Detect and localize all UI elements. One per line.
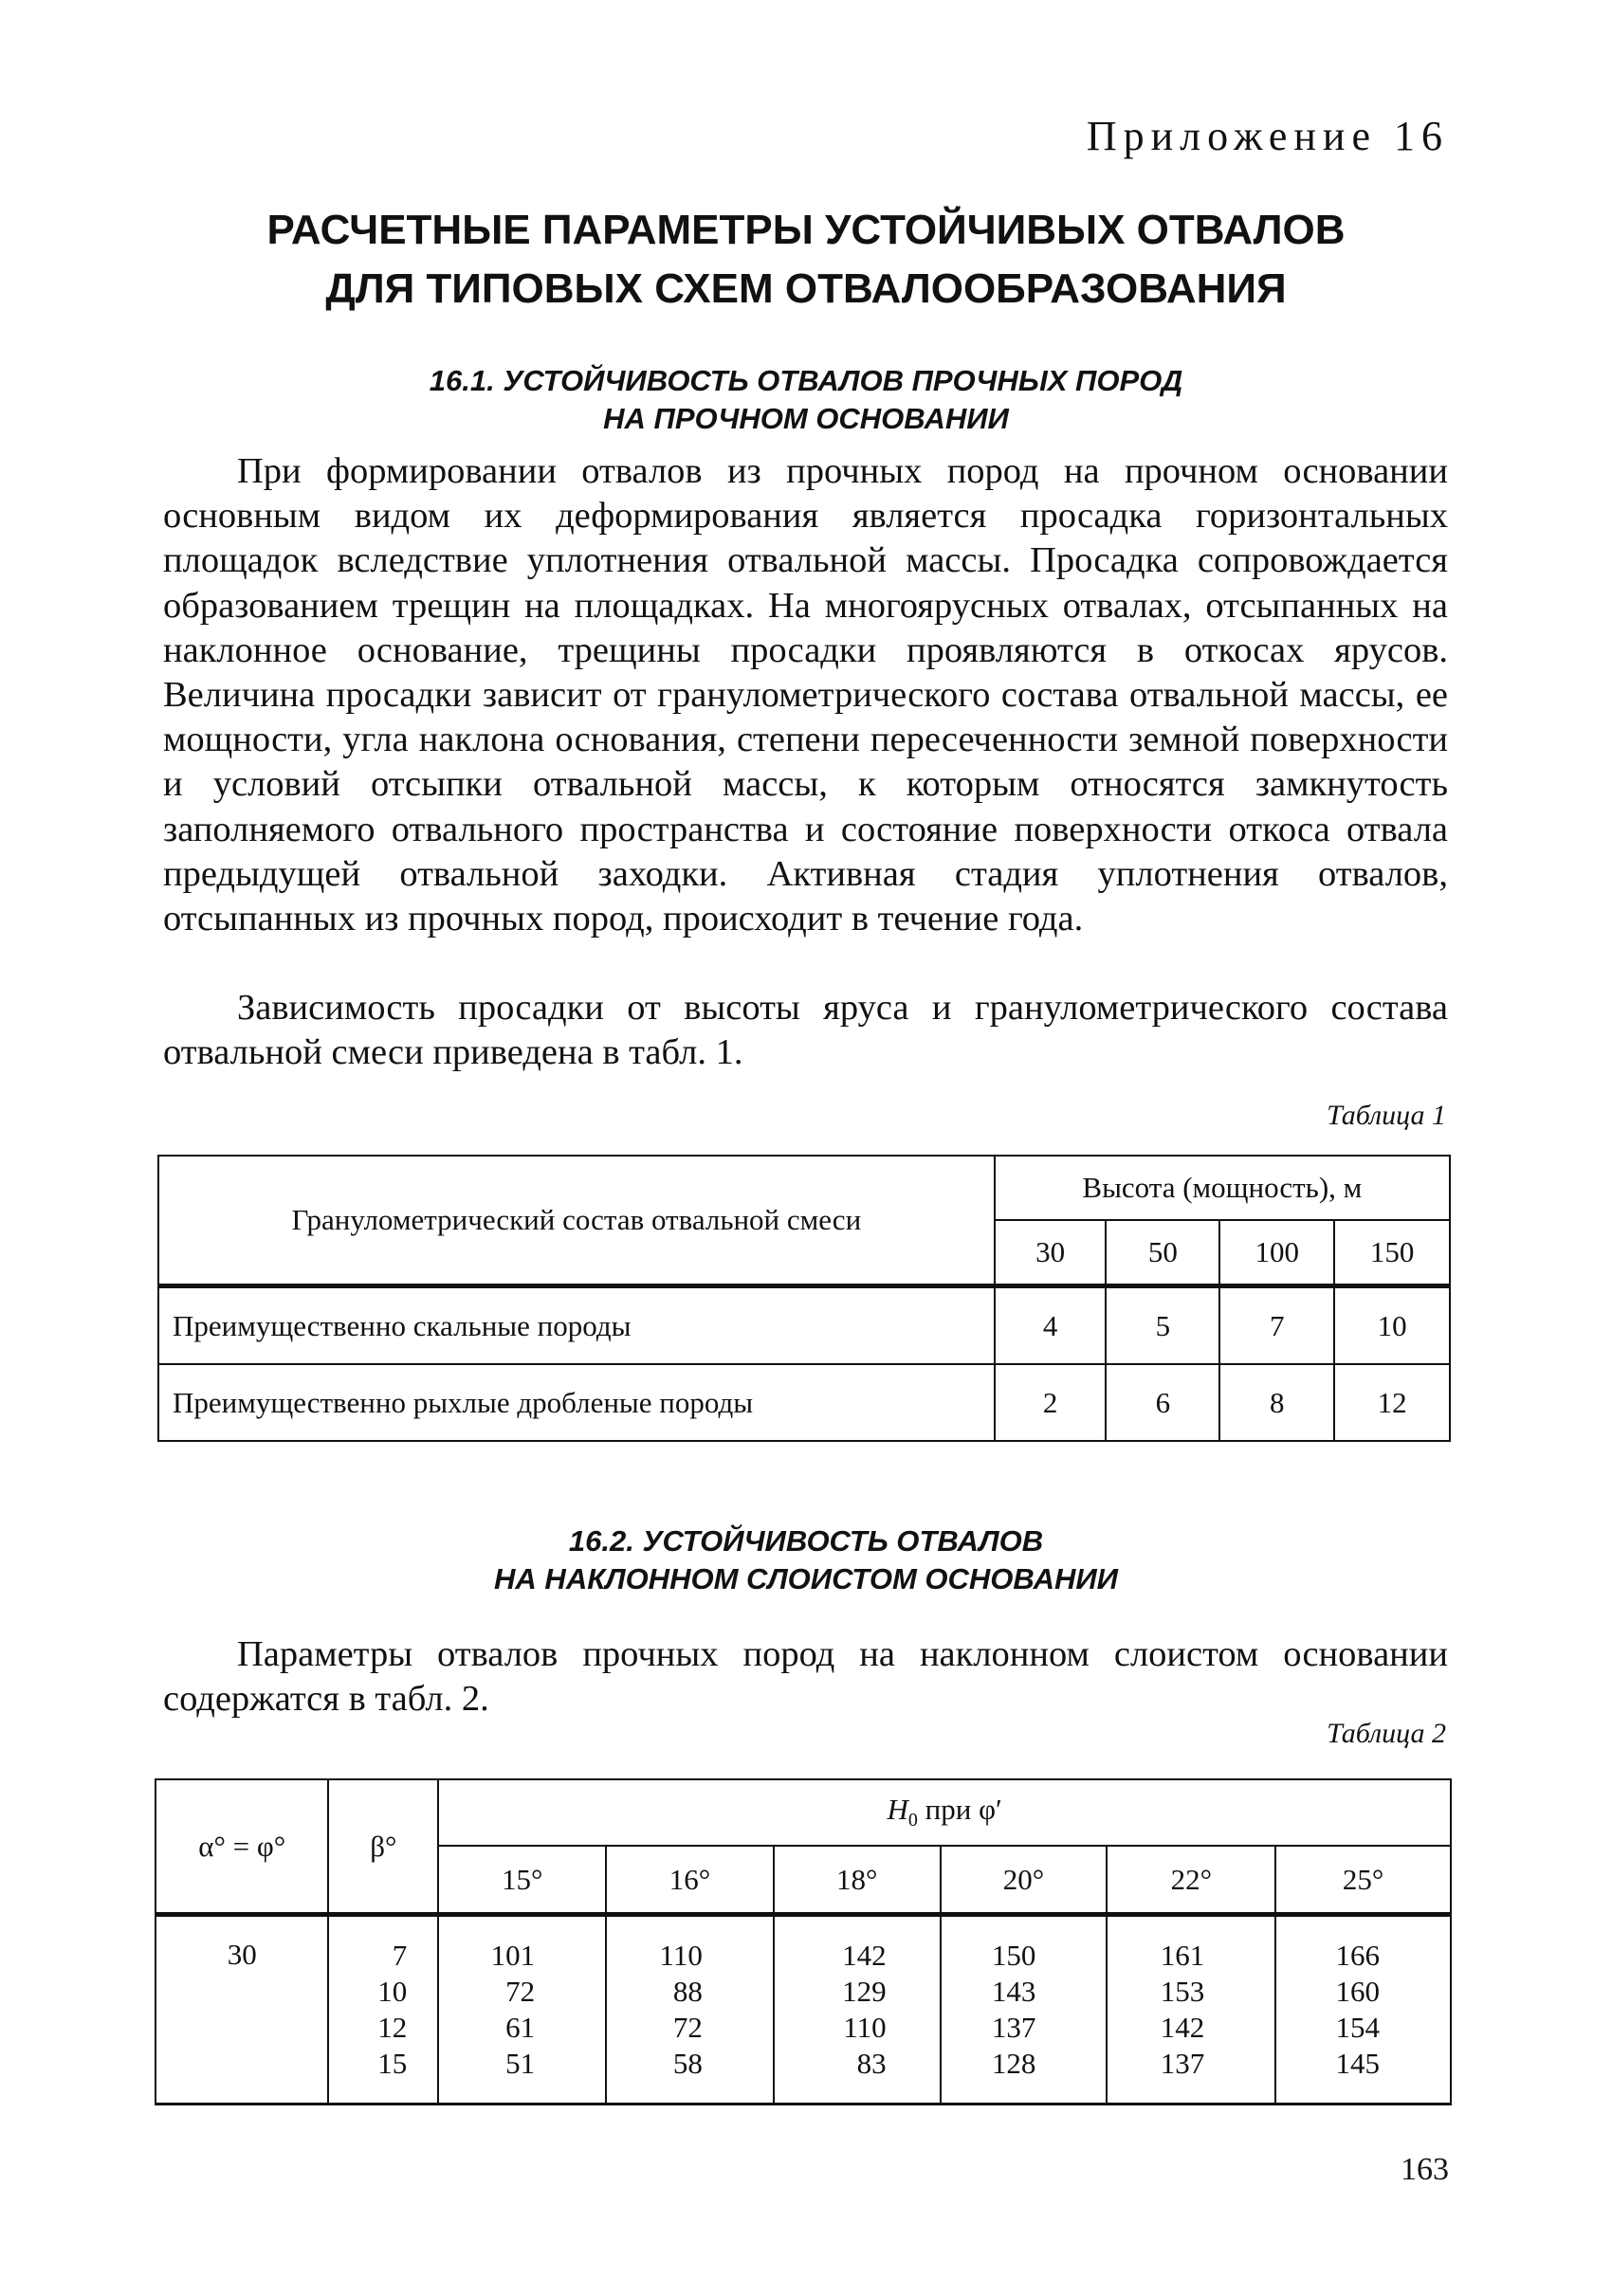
table-2-cell: 58 — [672, 2047, 703, 2080]
table-2-column-header: 25° — [1275, 1846, 1451, 1915]
table-2-cell: 160 — [1335, 1975, 1380, 2008]
section-1-heading-line-1: 16.1. УСТОЙЧИВОСТЬ ОТВАЛОВ ПРОЧНЫХ ПОРОД — [429, 364, 1183, 397]
section-1-heading-line-2: НА ПРОЧНОМ ОСНОВАНИИ — [603, 402, 1009, 435]
table-1-row-name: Преимущественно рыхлые дробленые породы — [158, 1364, 995, 1441]
page-title-line-2: ДЛЯ ТИПОВЫХ СХЕМ ОТВАЛООБРАЗОВАНИЯ — [325, 265, 1287, 312]
table-2-values-column — [941, 1915, 1108, 2105]
table-1-row-header: Гранулометрический состав отвальной смеси — [158, 1156, 995, 1286]
table-1-cell: 5 — [1106, 1286, 1219, 1365]
section-1-paragraph-1: При формировании отвалов из прочных пород на прочном основании основным видом их деформирования является просадка горизонтальных площадок вследствие уплотнения отвальной массы. Просадка сопровождается образованием трещин на площадках. На многоярусных отвалах, отсыпанных на наклонное основание, трещины просадки проявляются в откосах ярусов. Величина просадки зависит от гранулометрического состава отвальной массы, ее мощности, угла наклона основания, степени пересеченности земной поверхности и условий отсыпки отвальной массы, к которым относятся замкнутость заполняемого отвального пространства и состояние поверхности откоса отвала предыдущей отвальной заходки. Активная стадия уплотнения отвалов, отсыпанных из прочных пород, происходит в течение года. — [163, 451, 1448, 939]
table-row — [158, 1286, 1450, 1365]
appendix-label: Приложение 16 — [1086, 113, 1449, 159]
table-row — [158, 1364, 1450, 1441]
table-1-cell: 10 — [1334, 1286, 1450, 1365]
table-2-cell: 110 — [843, 2011, 887, 2044]
table-2-cell: 166 — [1335, 1939, 1380, 1972]
table-2-cell: 142 — [1160, 2011, 1205, 2044]
table-2-cell: 150 — [991, 1939, 1036, 1972]
page-title — [0, 201, 1612, 319]
section-1-heading — [0, 362, 1612, 438]
table-2-beta-header: β° — [328, 1779, 438, 1915]
table-2-alpha-value: 30 — [156, 1915, 328, 2105]
table-2-cell: 15 — [377, 2047, 408, 2080]
table-2-h-rest: при φ′ — [917, 1793, 1002, 1827]
table-2-cell: 145 — [1335, 2047, 1380, 2080]
table-2-cell: 12 — [377, 2011, 408, 2044]
table-2-cell: 154 — [1335, 2011, 1380, 2044]
table-2-label: Таблица 2 — [1327, 1718, 1446, 1749]
table-2-cell: 83 — [856, 2047, 887, 2080]
table-2-cell: 128 — [991, 2047, 1036, 2080]
table-1-cell: 2 — [995, 1364, 1107, 1441]
table-2 — [155, 1778, 1452, 2105]
table-2-h-symbol: H — [887, 1793, 908, 1827]
table-2-values-column — [1275, 1915, 1451, 2105]
table-2-cell: 7 — [392, 1939, 408, 1972]
table-1-cell: 7 — [1219, 1286, 1334, 1365]
table-2-values-column — [438, 1915, 606, 2105]
table-2-cell: 88 — [672, 1975, 703, 2008]
table-2-cell: 129 — [842, 1975, 887, 2008]
table-1-group-header: Высота (мощность), м — [995, 1156, 1450, 1220]
table-1-cell: 6 — [1106, 1364, 1219, 1441]
page-title-line-1: РАСЧЕТНЫЕ ПАРАМЕТРЫ УСТОЙЧИВЫХ ОТВАЛОВ — [266, 207, 1346, 253]
table-2-cell: 153 — [1160, 1975, 1205, 2008]
table-1-label: Таблица 1 — [1327, 1100, 1446, 1131]
table-1-cell: 4 — [995, 1286, 1107, 1365]
table-2-column-header: 16° — [606, 1846, 774, 1915]
table-2-column-header: 22° — [1107, 1846, 1275, 1915]
table-1-column-header: 50 — [1106, 1220, 1219, 1286]
section-2-heading-line-2: НА НАКЛОННОМ СЛОИСТОМ ОСНОВАНИИ — [494, 1562, 1118, 1595]
table-2-cell: 72 — [672, 2011, 703, 2044]
page-number: 163 — [1401, 2152, 1449, 2187]
table-2-cell: 137 — [1160, 2047, 1205, 2080]
table-1-cell: 12 — [1334, 1364, 1450, 1441]
table-2-cell: 161 — [1160, 1939, 1205, 1972]
table-1-column-header: 30 — [995, 1220, 1107, 1286]
table-2-cell: 142 — [842, 1939, 887, 1972]
table-2-cell: 110 — [659, 1939, 703, 1972]
table-2-column-header: 20° — [941, 1846, 1108, 1915]
table-2-cell: 10 — [377, 1975, 408, 2008]
table-2-cell: 101 — [490, 1939, 536, 1972]
table-2-values-column — [1107, 1915, 1275, 2105]
table-1-row-name: Преимущественно скальные породы — [158, 1286, 995, 1365]
table-row — [156, 1915, 1451, 2105]
table-2-cell: 51 — [505, 2047, 536, 2080]
table-1-cell: 8 — [1219, 1364, 1334, 1441]
section-1-paragraph-2: Зависимость просадки от высоты яруса и гранулометрического состава отвальной смеси приведена в табл. 1. — [163, 988, 1448, 1073]
table-1 — [157, 1155, 1451, 1442]
section-2-heading-line-1: 16.2. УСТОЙЧИВОСТЬ ОТВАЛОВ — [568, 1524, 1044, 1558]
table-2-alpha-header: α° = φ° — [156, 1779, 328, 1915]
table-2-cell: 137 — [991, 2011, 1036, 2044]
table-2-h-subscript: 0 — [907, 1810, 918, 1831]
table-1-column-header: 100 — [1219, 1220, 1334, 1286]
table-2-beta-column — [328, 1915, 438, 2105]
table-2-column-header: 15° — [438, 1846, 606, 1915]
table-2-values-column — [774, 1915, 941, 2105]
table-2-group-header — [438, 1779, 1451, 1846]
table-1-column-header: 150 — [1334, 1220, 1450, 1286]
table-2-cell: 61 — [505, 2011, 536, 2044]
table-2-cell: 72 — [505, 1975, 536, 2008]
table-2-column-header: 18° — [774, 1846, 941, 1915]
table-2-values-column — [606, 1915, 774, 2105]
table-2-cell: 143 — [991, 1975, 1036, 2008]
section-2-heading — [0, 1522, 1612, 1598]
section-2-paragraph: Параметры отвалов прочных пород на наклонном слоистом основании содержатся в табл. 2. — [163, 1634, 1448, 1720]
